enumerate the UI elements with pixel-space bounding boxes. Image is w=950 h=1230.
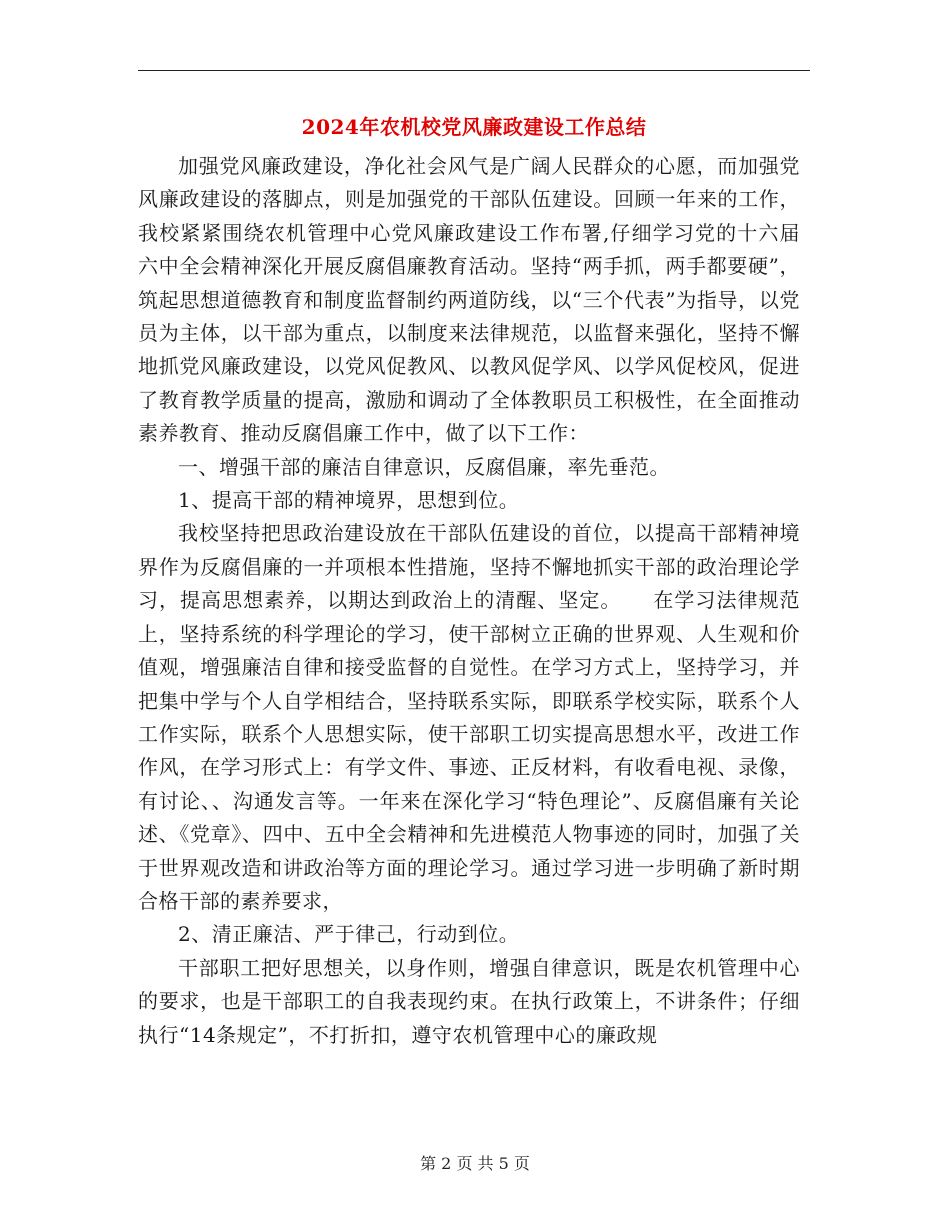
- header-rule: [138, 70, 810, 71]
- section-heading-1: 一、增强干部的廉洁自律意识，反腐倡廉，率先垂范。: [178, 454, 670, 479]
- subheading-1: 1、提高干部的精神境界，思想到位。: [178, 488, 520, 513]
- document-body: [138, 150, 800, 1052]
- paragraph-discipline: 干部职工把好思想关，以身作则，增强自律意识，既是农机管理中心的要求，也是干部职工的自我表现约束。在执行政策上，不讲条件；仔细执行“14条规定”，不打折扣，遵守农机管理中心的廉政规: [138, 955, 800, 1047]
- document-title: 2024年农机校党风廉政建设工作总结: [301, 115, 647, 139]
- page-number-footer: 第 2 页 共 5 页: [420, 1154, 530, 1173]
- paragraph-intro: 加强党风廉政建设，净化社会风气是广阔人民群众的心愿，而加强党风廉政建设的落脚点，则是加强党的干部队伍建设。回顾一年来的工作，我校紧紧围绕农机管理中心党风廉政建设工作布署,仔细学习党的十六届六中全会精神深化开展反腐倡廉教育活动。坚持“两手抓，两手都要硬”，筑起思想道德教育和制度监督制约两道防线，以“三个代表”为指导，以党员为主体，以干部为重点，以制度来法律规范，以监督来强化，坚持不懈地抓党风廉政建设，以党风促教风、以教风促学风、以学风促校风，促进了教育教学质量的提高，激励和调动了全体教职员工积极性，在全面推动素养教育、推动反腐倡廉工作中，做了以下工作：: [138, 154, 800, 446]
- paragraph-study: 我校坚持把思政治建设放在干部队伍建设的首位，以提高干部精神境界作为反腐倡廉的一并项根本性措施，坚持不懈地抓实干部的政治理论学习，提高思想素养，以期达到政治上的清醒、坚定。 在学习法律规范上，坚持系统的科学理论的学习，使干部树立正确的世界观、人生观和价值观，增强廉洁自律和接受监督的自觉性。在学习方式上，坚持学习，并把集中学与个人自学相结合，坚持联系实际，即联系学校实际，联系个人工作实际，联系个人思想实际，使干部职工切实提高思想水平，改进工作作风，在学习形式上：有学文件、事迹、正反材料，有收看电视、录像，有讨论、、沟通发言等。一年来在深化学习“特色理论”、反腐倡廉有关论述、《党章》、四中、五中全会精神和先进模范人物事迹的同时，加强了关于世界观改造和讲政治等方面的理论学习。通过学习进一步明确了新时期合格干部的素养要求，: [138, 521, 800, 913]
- subheading-2: 2、清正廉洁、严于律己，行动到位。: [178, 922, 520, 947]
